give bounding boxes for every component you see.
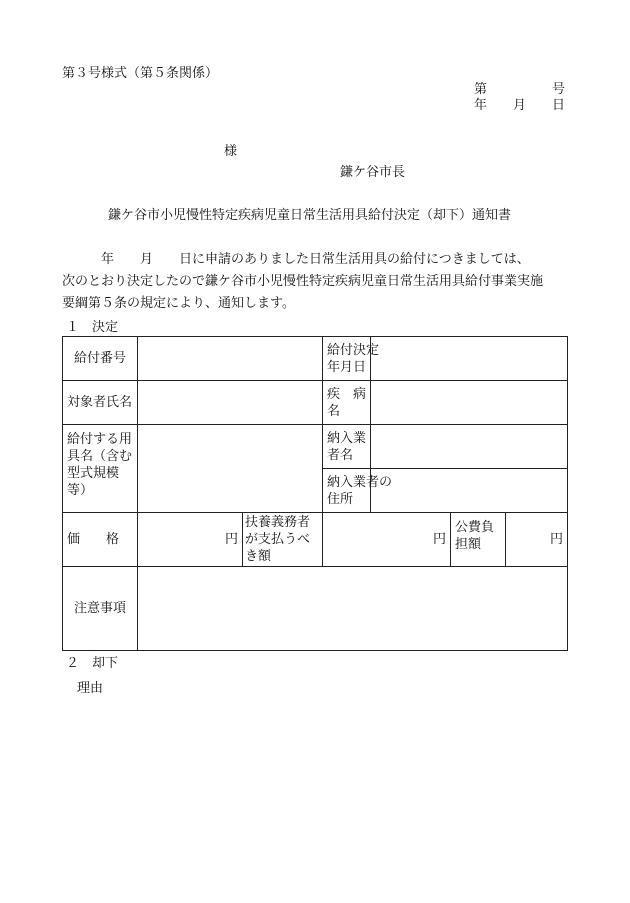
supplier-address-value: [371, 469, 568, 513]
supplier-name-label: 納入業者名: [323, 425, 371, 469]
decision-date-label: 給付決定 年月日: [323, 337, 371, 381]
item-name-label: 給付する用 具名（含む 型式規模 等）: [63, 425, 138, 513]
section-rejection-heading: ２ 却下: [66, 656, 119, 671]
price-label: 価 格: [63, 513, 138, 567]
price-value: 円: [138, 513, 243, 567]
addressee-honorific: 様: [224, 144, 238, 159]
table-row: [63, 513, 568, 567]
table-row: [63, 337, 568, 381]
form-number: 第３号様式（第５条関係）: [62, 66, 219, 81]
public-share-label: 公費負 担額: [451, 513, 506, 567]
issuer-name: 鎌ケ谷市長: [340, 165, 406, 180]
body-line: 次のとおり決定したので鎌ケ谷市小児慢性特定疾病児童日常生活用具給付事業実施: [62, 274, 544, 289]
notes-label: 注意事項: [63, 567, 138, 651]
document-title: 鎌ケ谷市小児慢性特定疾病児童日常生活用具給付決定（却下）通知書: [108, 208, 512, 223]
table-row: [63, 567, 568, 651]
document-number: 第 号: [474, 82, 566, 97]
issue-date: 年 月 日: [474, 98, 566, 113]
body-paragraph: [62, 249, 572, 315]
support-amount-label: 扶養義務者 が支払うべ き額: [243, 513, 323, 567]
public-share-value: 円: [506, 513, 568, 567]
supplier-address-label: 納入業者の 住所: [323, 469, 371, 513]
section-decision-heading: １ 決定: [66, 320, 119, 335]
body-line: 年 月 日に申請のありました日常生活用具の給付につきましては、: [62, 252, 530, 267]
rejection-reason-label: 理由: [77, 681, 104, 696]
grant-number-label: 給付番号: [63, 337, 138, 381]
decision-table: [62, 336, 568, 651]
support-amount-value: 円: [323, 513, 451, 567]
item-name-value: [138, 425, 323, 513]
supplier-name-value: [371, 425, 568, 469]
body-line: 要綱第５条の規定により、通知します。: [62, 296, 295, 311]
disease-name-value: [371, 381, 568, 425]
table-row: [63, 381, 568, 425]
subject-name-value: [138, 381, 323, 425]
disease-name-label: 疾 病 名: [323, 381, 371, 425]
subject-name-label: 対象者氏名: [63, 381, 138, 425]
table-row: [63, 425, 568, 469]
notes-value: [138, 567, 568, 651]
grant-number-value: [138, 337, 323, 381]
decision-date-value: [371, 337, 568, 381]
